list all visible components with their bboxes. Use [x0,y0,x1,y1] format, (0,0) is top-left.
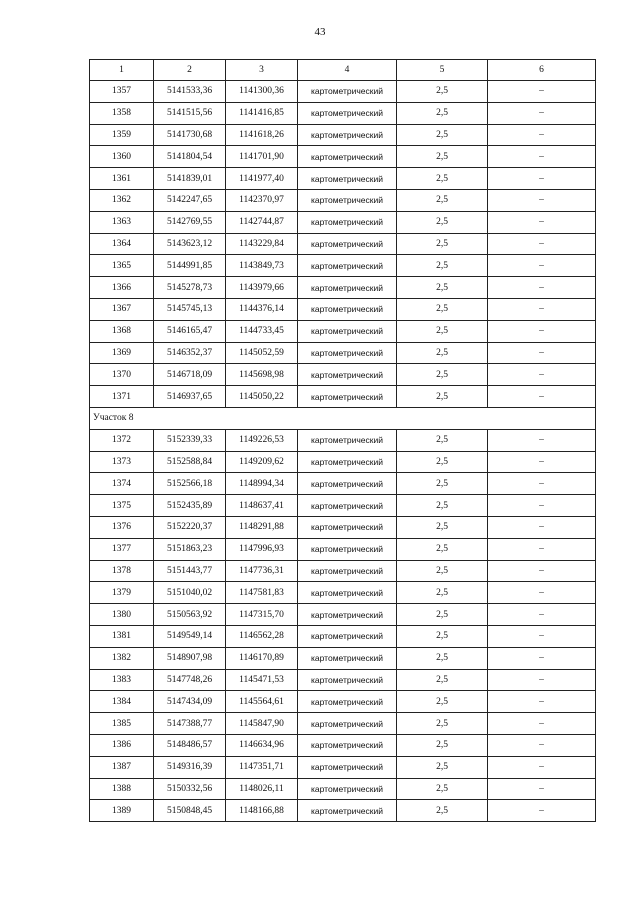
note-cell: – [488,102,596,124]
x-coordinate-cell: 5151040,02 [154,582,226,604]
point-number-cell: 1376 [90,516,154,538]
x-coordinate-cell: 5149316,39 [154,756,226,778]
column-header: 6 [488,60,596,81]
accuracy-cell: 2,5 [397,146,488,168]
x-coordinate-cell: 5152220,37 [154,516,226,538]
accuracy-cell: 2,5 [397,691,488,713]
method-cell: картометрический [298,473,397,495]
table-row [90,560,596,582]
point-number-cell: 1386 [90,734,154,756]
method-cell: картометрический [298,756,397,778]
point-number-cell: 1375 [90,495,154,517]
point-number-cell: 1364 [90,233,154,255]
point-number-cell: 1360 [90,146,154,168]
table-row [90,342,596,364]
point-number-cell: 1369 [90,342,154,364]
note-cell: – [488,189,596,211]
method-cell: картометрический [298,168,397,190]
accuracy-cell: 2,5 [397,386,488,408]
note-cell: – [488,560,596,582]
method-cell: картометрический [298,625,397,647]
note-cell: – [488,211,596,233]
accuracy-cell: 2,5 [397,168,488,190]
point-number-cell: 1378 [90,560,154,582]
table-row [90,756,596,778]
table-body [90,60,596,822]
x-coordinate-cell: 5150563,92 [154,604,226,626]
x-coordinate-cell: 5141515,56 [154,102,226,124]
accuracy-cell: 2,5 [397,429,488,451]
accuracy-cell: 2,5 [397,473,488,495]
note-cell: – [488,669,596,691]
note-cell: – [488,342,596,364]
method-cell: картометрический [298,734,397,756]
column-header: 5 [397,60,488,81]
table-row [90,516,596,538]
x-coordinate-cell: 5142769,55 [154,211,226,233]
method-cell: картометрический [298,778,397,800]
x-coordinate-cell: 5148907,98 [154,647,226,669]
table-row [90,582,596,604]
table-row [90,124,596,146]
accuracy-cell: 2,5 [397,298,488,320]
section-title: Участок 8 [90,407,596,429]
y-coordinate-cell: 1148637,41 [226,495,298,517]
accuracy-cell: 2,5 [397,800,488,822]
method-cell: картометрический [298,560,397,582]
y-coordinate-cell: 1141416,85 [226,102,298,124]
method-cell: картометрический [298,233,397,255]
y-coordinate-cell: 1149226,53 [226,429,298,451]
table-row [90,146,596,168]
accuracy-cell: 2,5 [397,516,488,538]
point-number-cell: 1382 [90,647,154,669]
table-row [90,233,596,255]
table-row [90,298,596,320]
accuracy-cell: 2,5 [397,647,488,669]
method-cell: картометрический [298,429,397,451]
method-cell: картометрический [298,538,397,560]
note-cell: – [488,277,596,299]
note-cell: – [488,429,596,451]
note-cell: – [488,320,596,342]
y-coordinate-cell: 1145052,59 [226,342,298,364]
note-cell: – [488,516,596,538]
note-cell: – [488,495,596,517]
y-coordinate-cell: 1142744,87 [226,211,298,233]
x-coordinate-cell: 5143623,12 [154,233,226,255]
x-coordinate-cell: 5150848,45 [154,800,226,822]
y-coordinate-cell: 1145698,98 [226,364,298,386]
point-number-cell: 1377 [90,538,154,560]
table-row [90,255,596,277]
method-cell: картометрический [298,124,397,146]
point-number-cell: 1387 [90,756,154,778]
point-number-cell: 1361 [90,168,154,190]
point-number-cell: 1363 [90,211,154,233]
y-coordinate-cell: 1146634,96 [226,734,298,756]
table-row [90,538,596,560]
x-coordinate-cell: 5152435,89 [154,495,226,517]
note-cell: – [488,713,596,735]
x-coordinate-cell: 5148486,57 [154,734,226,756]
accuracy-cell: 2,5 [397,778,488,800]
x-coordinate-cell: 5152588,84 [154,451,226,473]
y-coordinate-cell: 1143979,66 [226,277,298,299]
note-cell: – [488,168,596,190]
note-cell: – [488,451,596,473]
note-cell: – [488,582,596,604]
y-coordinate-cell: 1147736,31 [226,560,298,582]
y-coordinate-cell: 1144376,14 [226,298,298,320]
point-number-cell: 1365 [90,255,154,277]
accuracy-cell: 2,5 [397,277,488,299]
table-row [90,364,596,386]
x-coordinate-cell: 5145745,13 [154,298,226,320]
accuracy-cell: 2,5 [397,255,488,277]
x-coordinate-cell: 5141804,54 [154,146,226,168]
accuracy-cell: 2,5 [397,233,488,255]
y-coordinate-cell: 1148166,88 [226,800,298,822]
y-coordinate-cell: 1146170,89 [226,647,298,669]
page-number: 43 [314,26,326,38]
table-row [90,320,596,342]
note-cell: – [488,473,596,495]
note-cell: – [488,386,596,408]
column-header: 1 [90,60,154,81]
x-coordinate-cell: 5146718,09 [154,364,226,386]
x-coordinate-cell: 5141839,01 [154,168,226,190]
point-number-cell: 1359 [90,124,154,146]
table-row [90,647,596,669]
point-number-cell: 1366 [90,277,154,299]
note-cell: – [488,756,596,778]
table-row [90,734,596,756]
table-row [90,451,596,473]
x-coordinate-cell: 5151443,77 [154,560,226,582]
table-row [90,189,596,211]
x-coordinate-cell: 5146352,37 [154,342,226,364]
point-number-cell: 1362 [90,189,154,211]
x-coordinate-cell: 5152566,18 [154,473,226,495]
method-cell: картометрический [298,342,397,364]
note-cell: – [488,538,596,560]
note-cell: – [488,255,596,277]
table-row [90,625,596,647]
table-row [90,429,596,451]
accuracy-cell: 2,5 [397,713,488,735]
accuracy-cell: 2,5 [397,342,488,364]
column-header: 2 [154,60,226,81]
method-cell: картометрический [298,800,397,822]
point-number-cell: 1371 [90,386,154,408]
accuracy-cell: 2,5 [397,364,488,386]
point-number-cell: 1367 [90,298,154,320]
method-cell: картометрический [298,102,397,124]
y-coordinate-cell: 1141300,36 [226,81,298,103]
x-coordinate-cell: 5141533,36 [154,81,226,103]
point-number-cell: 1380 [90,604,154,626]
method-cell: картометрический [298,691,397,713]
table-row [90,277,596,299]
table-row [90,386,596,408]
note-cell: – [488,233,596,255]
y-coordinate-cell: 1147351,71 [226,756,298,778]
y-coordinate-cell: 1147996,93 [226,538,298,560]
method-cell: картометрический [298,320,397,342]
method-cell: картометрический [298,81,397,103]
table-row [90,778,596,800]
method-cell: картометрический [298,364,397,386]
table-row [90,691,596,713]
method-cell: картометрический [298,604,397,626]
point-number-cell: 1381 [90,625,154,647]
table-row [90,168,596,190]
x-coordinate-cell: 5147388,77 [154,713,226,735]
table-row [90,102,596,124]
table-row [90,473,596,495]
accuracy-cell: 2,5 [397,604,488,626]
note-cell: – [488,298,596,320]
note-cell: – [488,81,596,103]
x-coordinate-cell: 5145278,73 [154,277,226,299]
method-cell: картометрический [298,495,397,517]
method-cell: картометрический [298,255,397,277]
accuracy-cell: 2,5 [397,495,488,517]
accuracy-cell: 2,5 [397,81,488,103]
note-cell: – [488,800,596,822]
point-number-cell: 1372 [90,429,154,451]
accuracy-cell: 2,5 [397,102,488,124]
y-coordinate-cell: 1141701,90 [226,146,298,168]
table-row [90,495,596,517]
point-number-cell: 1368 [90,320,154,342]
method-cell: картометрический [298,211,397,233]
method-cell: картометрический [298,386,397,408]
y-coordinate-cell: 1145564,61 [226,691,298,713]
x-coordinate-cell: 5147748,26 [154,669,226,691]
y-coordinate-cell: 1146562,28 [226,625,298,647]
note-cell: – [488,124,596,146]
column-header: 3 [226,60,298,81]
y-coordinate-cell: 1145471,53 [226,669,298,691]
point-number-cell: 1374 [90,473,154,495]
point-number-cell: 1379 [90,582,154,604]
point-number-cell: 1384 [90,691,154,713]
table-row [90,713,596,735]
accuracy-cell: 2,5 [397,451,488,473]
table-row [90,81,596,103]
method-cell: картометрический [298,298,397,320]
x-coordinate-cell: 5147434,09 [154,691,226,713]
section-row [90,407,596,429]
table-header-row [90,60,596,81]
method-cell: картометрический [298,516,397,538]
x-coordinate-cell: 5152339,33 [154,429,226,451]
accuracy-cell: 2,5 [397,538,488,560]
accuracy-cell: 2,5 [397,189,488,211]
note-cell: – [488,734,596,756]
method-cell: картометрический [298,647,397,669]
point-number-cell: 1385 [90,713,154,735]
note-cell: – [488,691,596,713]
note-cell: – [488,778,596,800]
x-coordinate-cell: 5144991,85 [154,255,226,277]
accuracy-cell: 2,5 [397,669,488,691]
table-row [90,604,596,626]
accuracy-cell: 2,5 [397,756,488,778]
method-cell: картометрический [298,669,397,691]
y-coordinate-cell: 1141618,26 [226,124,298,146]
method-cell: картометрический [298,713,397,735]
method-cell: картометрический [298,451,397,473]
y-coordinate-cell: 1149209,62 [226,451,298,473]
point-number-cell: 1358 [90,102,154,124]
note-cell: – [488,625,596,647]
y-coordinate-cell: 1144733,45 [226,320,298,342]
table-row [90,669,596,691]
x-coordinate-cell: 5141730,68 [154,124,226,146]
y-coordinate-cell: 1147581,83 [226,582,298,604]
y-coordinate-cell: 1148291,88 [226,516,298,538]
accuracy-cell: 2,5 [397,582,488,604]
method-cell: картометрический [298,189,397,211]
y-coordinate-cell: 1145847,90 [226,713,298,735]
point-number-cell: 1370 [90,364,154,386]
y-coordinate-cell: 1145050,22 [226,386,298,408]
x-coordinate-cell: 5149549,14 [154,625,226,647]
x-coordinate-cell: 5146937,65 [154,386,226,408]
y-coordinate-cell: 1148994,34 [226,473,298,495]
table-row [90,800,596,822]
accuracy-cell: 2,5 [397,625,488,647]
accuracy-cell: 2,5 [397,211,488,233]
note-cell: – [488,146,596,168]
point-number-cell: 1383 [90,669,154,691]
y-coordinate-cell: 1141977,40 [226,168,298,190]
x-coordinate-cell: 5146165,47 [154,320,226,342]
note-cell: – [488,364,596,386]
accuracy-cell: 2,5 [397,124,488,146]
x-coordinate-cell: 5151863,23 [154,538,226,560]
x-coordinate-cell: 5142247,65 [154,189,226,211]
y-coordinate-cell: 1143849,73 [226,255,298,277]
method-cell: картометрический [298,582,397,604]
y-coordinate-cell: 1148026,11 [226,778,298,800]
point-number-cell: 1389 [90,800,154,822]
y-coordinate-cell: 1147315,70 [226,604,298,626]
accuracy-cell: 2,5 [397,560,488,582]
point-number-cell: 1357 [90,81,154,103]
x-coordinate-cell: 5150332,56 [154,778,226,800]
accuracy-cell: 2,5 [397,734,488,756]
point-number-cell: 1373 [90,451,154,473]
coordinates-table [89,59,596,822]
y-coordinate-cell: 1143229,84 [226,233,298,255]
note-cell: – [488,647,596,669]
method-cell: картометрический [298,277,397,299]
method-cell: картометрический [298,146,397,168]
note-cell: – [488,604,596,626]
column-header: 4 [298,60,397,81]
point-number-cell: 1388 [90,778,154,800]
accuracy-cell: 2,5 [397,320,488,342]
y-coordinate-cell: 1142370,97 [226,189,298,211]
table-row [90,211,596,233]
